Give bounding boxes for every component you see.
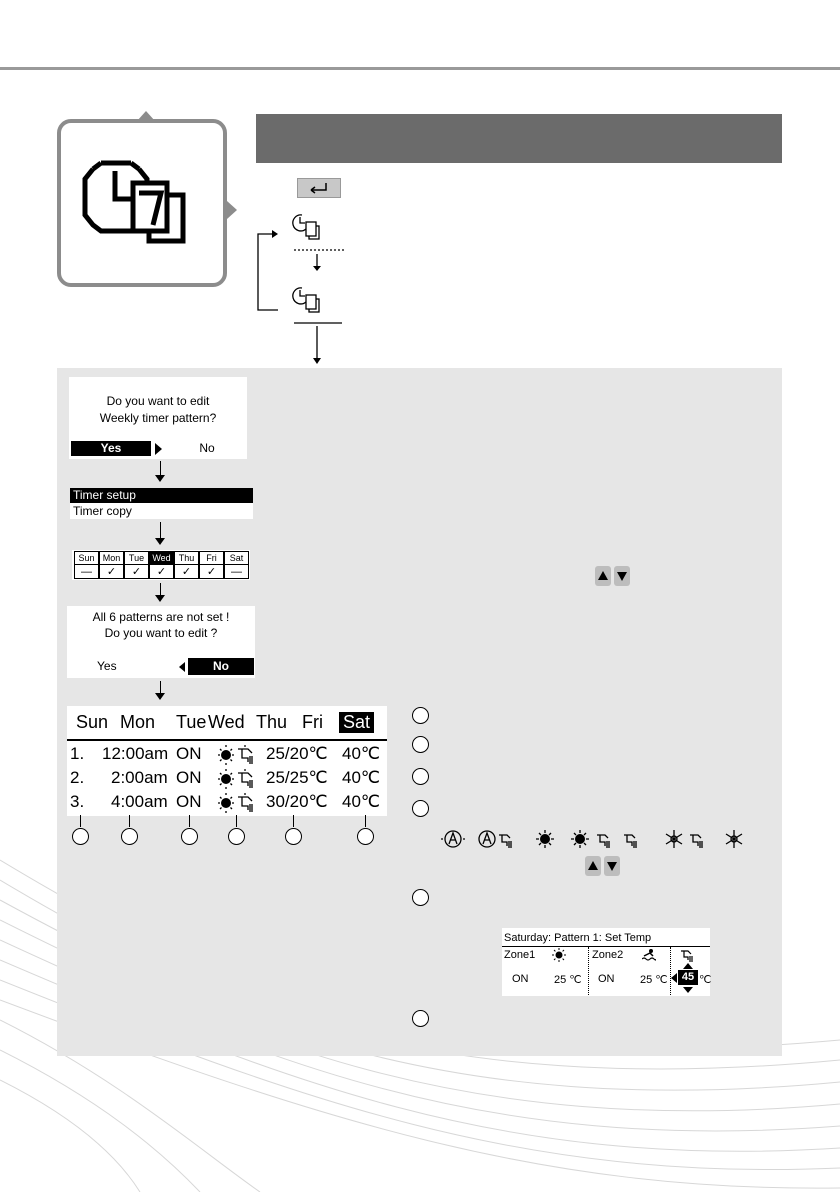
sun-icon xyxy=(552,948,566,962)
row-state: ON xyxy=(176,792,202,811)
dialog-question-line2: Weekly timer pattern? xyxy=(99,411,217,425)
small-timer-icon-bottom xyxy=(293,288,319,312)
tank-icon xyxy=(680,948,696,962)
zone1-state: ON xyxy=(512,973,529,985)
callout-leader xyxy=(189,815,190,827)
weekly-timer-icon xyxy=(71,135,221,275)
row-number: 3. xyxy=(70,792,85,811)
callout-circle-4 xyxy=(228,828,245,845)
day-cell-mon[interactable]: Mon ✓ xyxy=(99,551,124,579)
day-cell-sun[interactable]: Sun — xyxy=(74,551,99,579)
patterns-not-set-dialog xyxy=(67,606,255,678)
day-cell-sat[interactable]: Sat — xyxy=(224,551,249,579)
zone1-label: Zone1 xyxy=(504,949,536,961)
tank-temp-unit: ℃ xyxy=(699,974,712,986)
day-cell-tue[interactable]: Tue ✓ xyxy=(124,551,149,579)
day-fri[interactable]: Fri xyxy=(302,712,323,732)
row-time: 12:00am xyxy=(102,744,169,763)
row-state: ON xyxy=(176,744,202,763)
step-circle-6 xyxy=(412,1010,429,1027)
flow-connector xyxy=(160,522,161,538)
yes-button[interactable]: Yes xyxy=(97,659,117,673)
zone2-label: Zone2 xyxy=(592,949,624,961)
dialog-line1: All 6 patterns are not set ! xyxy=(92,610,230,624)
set-temp-title: Saturday: Pattern 1: Set Temp xyxy=(504,932,652,944)
menu-item-timer-setup[interactable]: Timer setup xyxy=(70,488,253,503)
selection-pointer-icon xyxy=(179,662,185,672)
weekly-schedule-screen xyxy=(67,706,387,816)
dialog-question-line1: Do you want to edit xyxy=(106,394,210,408)
section-header-bar xyxy=(256,114,782,163)
flow-connector xyxy=(160,461,161,475)
step-circle-5 xyxy=(412,889,429,906)
tank-mode-icon xyxy=(624,835,636,848)
selection-pointer-icon xyxy=(155,443,162,455)
weekly-timer-icon-box xyxy=(57,119,227,287)
day-mon[interactable]: Mon xyxy=(120,712,156,732)
top-rule xyxy=(0,67,840,70)
auto-tap-mode-icon xyxy=(479,831,511,848)
zone-divider xyxy=(670,947,671,995)
day-cell-thu[interactable]: Thu ✓ xyxy=(174,551,199,579)
pool-icon xyxy=(642,948,656,962)
timer-flow-diagram xyxy=(250,200,370,370)
flow-connector xyxy=(160,681,161,693)
cool-mode-icon xyxy=(726,830,742,848)
up-arrow-icon xyxy=(137,111,155,121)
auto-mode-icon xyxy=(441,831,465,847)
sun-tap-icon xyxy=(218,744,258,766)
title-divider xyxy=(502,946,710,947)
flow-arrow-icon xyxy=(155,538,165,545)
row-number: 2. xyxy=(70,768,85,787)
dialog-line2: Do you want to edit ? xyxy=(104,626,218,640)
no-button[interactable]: No xyxy=(188,658,254,675)
operation-mode-icons xyxy=(440,827,750,851)
row-zone-temps: 25/20℃ xyxy=(266,744,328,763)
set-temp-screen xyxy=(502,928,710,996)
row-time: 4:00am xyxy=(111,792,168,811)
flow-arrow-icon xyxy=(155,595,165,602)
zone2-temp: 25 ℃ xyxy=(640,974,668,986)
day-thu[interactable]: Thu xyxy=(256,712,288,732)
no-button[interactable]: No xyxy=(199,441,215,455)
pattern-row-3[interactable] xyxy=(67,792,387,816)
day-cell-fri[interactable]: Fri ✓ xyxy=(199,551,224,579)
day-selector xyxy=(72,550,250,580)
schedule-day-row xyxy=(67,709,387,741)
pattern-row-2[interactable] xyxy=(67,768,387,792)
yes-button[interactable]: Yes xyxy=(71,441,151,456)
day-tue[interactable]: Tue xyxy=(176,712,207,732)
callout-leader xyxy=(236,815,237,827)
callout-leader xyxy=(129,815,130,827)
cool-tap-mode-icon xyxy=(666,830,702,848)
row-time: 2:00am xyxy=(111,768,168,787)
flow-arrow-icon xyxy=(155,693,165,700)
zone2-state: ON xyxy=(598,973,615,985)
row-zone-temps: 25/25℃ xyxy=(266,768,328,787)
step-circle-2 xyxy=(412,736,429,753)
small-timer-icon-top xyxy=(293,215,319,239)
row-tank-temp: 40℃ xyxy=(342,768,381,787)
step-circle-1 xyxy=(412,707,429,724)
day-wed[interactable]: Wed xyxy=(208,712,245,732)
zone-divider xyxy=(588,947,589,995)
callout-circle-3 xyxy=(181,828,198,845)
zone1-temp: 25 ℃ xyxy=(554,974,582,986)
left-arrow-icon xyxy=(671,973,677,983)
down-arrow-icon[interactable] xyxy=(683,987,693,993)
callout-circle-2 xyxy=(121,828,138,845)
row-tank-temp: 40℃ xyxy=(342,744,381,763)
up-down-buttons-icon xyxy=(585,856,621,876)
sun-tap-icon xyxy=(218,792,258,814)
enter-key-icon xyxy=(297,178,341,198)
callout-leader xyxy=(365,815,366,827)
day-cell-wed[interactable]: Wed ✓ xyxy=(149,551,174,579)
tank-temp-value[interactable]: 45 xyxy=(678,970,698,985)
up-down-buttons-icon xyxy=(595,566,631,586)
callout-leader xyxy=(80,815,81,827)
up-arrow-icon[interactable] xyxy=(683,963,693,969)
row-state: ON xyxy=(176,768,202,787)
day-sun[interactable]: Sun xyxy=(76,712,109,732)
sun-tap-icon xyxy=(218,768,258,790)
flow-connector xyxy=(160,583,161,595)
row-tank-temp: 40℃ xyxy=(342,792,381,811)
row-zone-temps: 30/20℃ xyxy=(266,792,328,811)
timer-menu xyxy=(70,488,253,519)
callout-leader xyxy=(293,815,294,827)
pattern-row-1[interactable] xyxy=(67,744,387,768)
step-circle-4 xyxy=(412,800,429,817)
right-arrow-icon xyxy=(227,201,237,219)
edit-weekly-timer-dialog xyxy=(69,377,247,459)
callout-circle-5 xyxy=(285,828,302,845)
flow-arrow-icon xyxy=(155,475,165,482)
menu-item-timer-copy[interactable]: Timer copy xyxy=(73,504,132,518)
row-number: 1. xyxy=(70,744,85,763)
step-circle-3 xyxy=(412,768,429,785)
day-sat-selected[interactable]: Sat xyxy=(339,712,374,733)
callout-circle-6 xyxy=(357,828,374,845)
callout-circle-1 xyxy=(72,828,89,845)
